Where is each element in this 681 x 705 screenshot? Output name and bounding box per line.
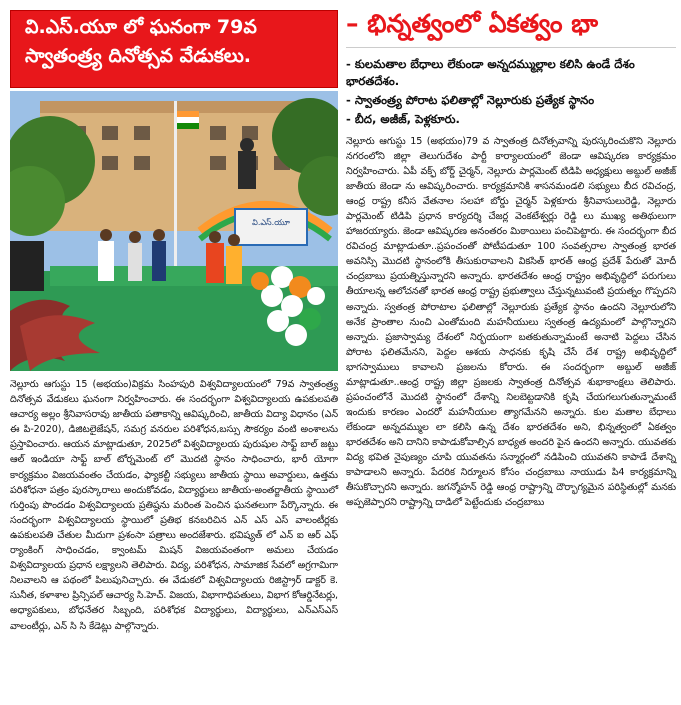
right-article <box>346 6 676 510</box>
event-photo <box>10 91 338 371</box>
left-headline-line1: వి.ఎస్.యూ లో ఘనంగా 79వ <box>25 16 257 38</box>
left-headline <box>10 10 338 88</box>
left-article <box>10 10 338 634</box>
highlights-list <box>346 56 676 128</box>
highlight-item: - కులమతాల బేధాలు లేకుండా అన్నదమ్ముల్లాల కలిసి ఉండే దేశం భారతదేశం. <box>346 57 635 88</box>
highlight-item: - బీద, అజీజ్, పెళ్లకూరు. <box>346 112 460 126</box>
right-headline: – భిన్నత్వంలో ఏకత్వం భా <box>346 6 676 48</box>
left-headline-line2: స్వాతంత్ర్య దినోత్సవ వేడుకలు. <box>25 45 252 67</box>
right-article-body: నెల్లూరు ఆగుస్టు 15 (అభయం)79 వ స్వాతంత్ర దినోత్సవాన్ని పురస్కరించుకొని నెల్లూరు నగరంలోని జిల్లా తెలుగుదేశం పార్టీ కార్యాలయంలో జెండా ఆవిష్కరణ కార్యక్రమం నిర్వహించారు. ఏపీ వక్ఫ్ బోర్డ్ చైర్మన్, నెల్లూరు పార్లమెంట్ టిడిపి అధ్యక్షులు అబ్దుల్ అజీజ్ జాతీయ జెండా ను ఆవిష్కరించారు. కార్యక్రమానికి శాసనమండలి సభ్యులు బీద రవిచంద్ర, ఆంధ్ర రాష్ట్ర కనీస వేతనాల సలహా బోర్డు చైర్మన్ పెళ్లకూరు శ్రీనివాసులురెడ్డి, నెల్లూరు పార్లమెంట్ టిడిపి ప్రధాన కార్యదర్శి చేజర్ల వెంకటేశ్వర్లు రెడ్డి లు ముఖ్య అతిథులుగా హాజరయ్యారు. జెండా ఆవిష్కరణ అనంతరం మిఠాయిలు పంచిపెట్టారు. ఈ సందర్భంగా బీద రవిచంద్ర మాట్లాడుతూ..ప్రపంచంతో పోటీపడుతూ 100 సంవత్సరాల స్వాతంత్ర భారత అవనిస్సి మొదటి స్థానంలోకి తీసుకురావాలని వికసిత్ భారత్ ఆంధ్ర ప్రదేశ్ పేరుతో మోదీ చంద్రబాబు ప్రయత్నిస్తున్నారని అన్నారు. భారతదేశం ఆంధ్ర రాష్ట్రం అభివృద్ధిలో పరుగులు తీయాలన్న ఆలోచనతో భారత ఆంధ్ర రాష్ట్ర ప్రభుత్వాలు చేస్తున్నటువంటి ప్రయత్నం గొప్పదని అన్నారు. స్వతంత్ర పోరాటాల ఫలితాల్లో నెల్లూరుకు ప్రత్యేక స్థానం ఉందని నెల్లూరులోని అనేక ప్రాంతాల నుంచి ఎంతోమంది మహనీయులు స్వతంత్ర ఉద్యమంలో పాల్గొన్నారని అన్నారు. ప్రజాస్వామ్య దేశంలో నిర్భయంగా బతకుతున్నామంటే అనాటి పెద్దలు చేసిన పోరాట ఫలితమేనని, పెద్దల ఆశయ సాధనకు కృషి చేసే దేశ రాష్ట్ర అభివృద్ధిలో భాగస్వాములు కావాలని ప్రజలను కోరారు. ఈ సందర్భంగా అబ్దుల్ అజీజ్ మాట్లాడుతూ..ఆంధ్ర రాష్ట్ర జిల్లా ప్రజలకు స్వాతంత్ర దినోత్సవ శుభాకాంక్షలు తెలిపారు. ప్రపంచంలోనే మొదటి స్థానంలో దేశాన్ని నిలబెట్టడానికి కృషి చేయగలుగుతున్నామంటే ఇందుకు కారణం ఎందరో మహనీయుల త్యాగమేనని అన్నారు. కుల మతాల బేధాలు లేకుండా అన్నదమ్ముల లా కలిసి ఉన్న దేశం భారతదేశం అని, భిన్నత్వంలో ఏకత్వం భారతదేశం అని దానిని కాపాడుకోవాల్సిన బాధ్యత అందరి పైన ఉందని అన్నారు. యువతకు విద్య భవిత నైపుణ్యం చూపి యువతను సన్మార్గంలో నడిపించి యువతని కాపాడే దేశాన్ని కాపాడాలని అన్నారు. పేదరిక నిర్మూలన కోసం చంద్రబాబు నాయుడు పి4 కార్యక్రమాన్ని తీసుకొచ్చారని అన్నారు. జగన్మోహన్ రెడ్డి ఆంధ్ర రాష్ట్రాన్ని దౌర్భాగ్యమైన పరిస్థితుల్లో మనకు అప్పజెప్పారని రాష్ట్రాన్ని దాడిలో పెట్టేందుకు చంద్రబాబు <box>346 136 676 509</box>
highlight-item: - స్వాతంత్ర్య పోరాట ఫలితాల్లో నెల్లూరుకు ప్రత్యేక స్థానం <box>346 93 595 107</box>
banner-text: వి.ఎస్.యూ <box>252 218 290 227</box>
left-article-body: నెల్లూరు ఆగుస్టు 15 (అభయం)విక్రమ సింహపురి విశ్వవిద్యాలయంలో 79వ స్వాతంత్ర్య దినోత్సవ వేడుకలు ఘనంగా నిర్వహించారు. ఈ సందర్భంగా విశ్వవిద్యాలయ ఉపకులపతి ఆచార్య అల్లం శ్రీనివాసరావు జాతీయ పతాకాన్ని ఆవిష్కరించి, జాతీయ విద్యా విధానం (ఎన్ ఈ పి-2020), డిజిటలైజేషన్, సమగ్ర వనరుల పరిశోధన,బస్సు సౌకర్యం వంటి అంశాలను ప్రస్తావించారు. ఆయన మాట్లాడుతూ, 2025లో విశ్వవిద్యాలయ పురుషుల సాఫ్ట్ బాల్ జట్టు ఆల్ ఇండియా సాఫ్ట్ బాల్ టోర్నమెంట్ లో మొదటి స్థానం సాధించారు, భారీ యోగా కార్యక్రమం విజయవంతం చేయడం, ఫ్యాకల్టీ సభ్యులు జాతీయ స్థాయి అవార్డులు, ఉత్తమ పరిశోధనా పత్రం పురస్కారాలు అందుకోవడం, విద్యార్థులు జాతీయ-అంతర్జాతీయ స్థాయిలో గుర్తింపు పొందడం విశ్వవిద్యాలయ ప్రతిష్ఠను మరింత పెంచిన ఘనతలుగా పేర్కొన్నారు. ఈ సందర్భంగా విశ్వవిద్యాలయ స్థాయిలో ప్రతిభ కనబరిచిన ఎన్ ఎస్ ఎస్ వాలంటీర్లకు ఉపకులపతి చేతుల మీదుగా ప్రశంసా పత్రాలు అందజేశారు. భవిష్యత్ లో ఎన్ ఐ ఆర్ ఎఫ్ ర్యాంకింగ్ సాధించడం, క్వాంటమ్ మిషన్ విజయవంతంగా అమలు చేయడం విశ్వవిద్యాలయ ప్రధాన లక్ష్యాలని తెలిపారు. విద్య, పరిశోధన, సామాజిక సేవలో అగ్రగామిగా నిలవాలని ఆ పథంలో పిలుపునిచ్చారు. ఈ వేడుకలో విశ్వవిద్యాలయ రిజిస్ట్రార్ డాక్టర్ కె. సునీత, కళాశాల ప్రిన్సిపల్ ఆచార్య సి.హెచ్. విజయ, విభాగాధిపతులు, విభాగ కోఆర్డినేటర్లు, అధ్యాపకులు, బోధనేతర సిబ్బంది, పరిశోధక విద్యార్థులు, విద్యార్థులు, ఎన్ఎస్ఎస్ వాలంటీర్లు, ఎన్ సి సి కేడెట్లు పాల్గొన్నారు. <box>10 379 338 632</box>
